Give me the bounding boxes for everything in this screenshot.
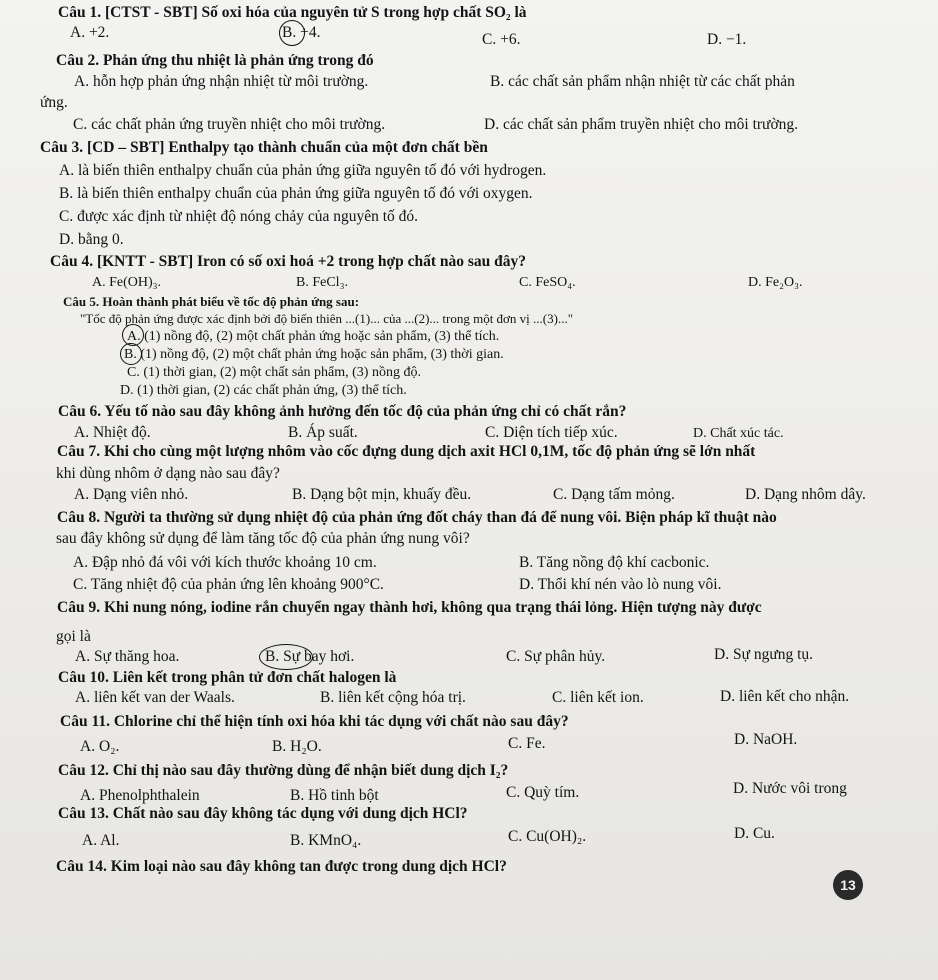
text-line: Câu 6. Yếu tố nào sau đây không ảnh hưởng đến tốc độ của phản ứng chỉ có chất rắn? xyxy=(58,403,627,420)
text-line: gọi là xyxy=(56,628,91,645)
text-line: C. Fe. xyxy=(508,735,546,752)
text-line: C. được xác định từ nhiệt độ nóng chảy của nguyên tố đó. xyxy=(59,208,419,225)
text-line: A. là biến thiên enthalpy chuẩn của phản ứng giữa nguyên tố đó với hydrogen. xyxy=(59,162,547,179)
text-line: Câu 14. Kim loại nào sau đây không tan được trong dung dịch HCl? xyxy=(56,858,507,875)
text-line: A. Sự thăng hoa. xyxy=(75,648,180,665)
text-line: D. Fe₂O₃. xyxy=(748,275,803,290)
text-line: B. KMnO₄. xyxy=(290,832,362,849)
text-line: B. Dạng bột mịn, khuấy đều. xyxy=(292,486,472,503)
text-line: C. +6. xyxy=(482,31,521,48)
text-line: A. Fe(OH)₃. xyxy=(92,275,162,290)
text-line: C. Diện tích tiếp xúc. xyxy=(485,424,618,441)
text-line: Câu 12. Chỉ thị nào sau đây thường dùng để nhận biết dung dịch I₂? xyxy=(58,762,509,779)
text-line: B. liên kết cộng hóa trị. xyxy=(320,689,466,706)
text-line: D. liên kết cho nhận. xyxy=(720,688,850,705)
text-line: Câu 8. Người ta thường sử dụng nhiệt độ của phản ứng đốt cháy than đá để nung vôi. Biện pháp kĩ thuật nào xyxy=(57,509,777,526)
text-line: A. liên kết van der Waals. xyxy=(75,689,235,706)
text-line: A. O₂. xyxy=(80,738,120,755)
answer-circle-mark xyxy=(120,343,142,365)
text-line: B. +4. xyxy=(282,24,321,41)
text-line: A. +2. xyxy=(70,24,110,41)
text-line: C. Dạng tấm mỏng. xyxy=(553,486,675,503)
text-line: B. là biến thiên enthalpy chuẩn của phản ứng giữa nguyên tố đó với oxygen. xyxy=(59,185,533,202)
text-line: Câu 10. Liên kết trong phân tử đơn chất halogen là xyxy=(58,669,397,686)
text-line: Câu 4. [KNTT - SBT] Iron có số oxi hoá +2 trong hợp chất nào sau đây? xyxy=(50,253,527,270)
text-line: B. các chất sản phẩm nhận nhiệt từ các chất phản xyxy=(490,73,795,90)
text-line: C. Sự phân hủy. xyxy=(506,648,606,665)
text-line: D. (1) thời gian, (2) các chất phản ứng, (3) thể tích. xyxy=(120,383,407,398)
answer-circle-mark xyxy=(279,20,305,46)
text-line: C. Quỳ tím. xyxy=(506,784,580,801)
text-line: A. Dạng viên nhỏ. xyxy=(74,486,189,503)
text-line: C. các chất phản ứng truyền nhiệt cho môi trường. xyxy=(73,116,386,133)
text-line: D. bằng 0. xyxy=(59,231,124,248)
text-line: C. Cu(OH)₂. xyxy=(508,828,587,845)
text-line: B. Tăng nồng độ khí cacbonic. xyxy=(519,554,710,571)
text-line: B. Áp suất. xyxy=(288,424,358,441)
text-line: D. NaOH. xyxy=(734,731,798,748)
text-line: Câu 5. Hoàn thành phát biểu về tốc độ phản ứng sau: xyxy=(63,294,360,309)
text-line: khi dùng nhôm ở dạng nào sau đây? xyxy=(56,465,280,482)
text-line: B. (1) nồng độ, (2) một chất phản ứng hoặc sản phẩm, (3) thời gian. xyxy=(124,347,504,362)
text-line: C. liên kết ion. xyxy=(552,689,644,706)
text-line: ứng. xyxy=(40,94,68,111)
text-line: B. Sự bay hơi. xyxy=(265,648,355,665)
text-line: D. Thổi khí nén vào lò nung vôi. xyxy=(519,576,722,593)
text-line: Câu 9. Khi nung nóng, iodine rắn chuyển ngay thành hơi, không qua trạng thái lỏng. Hiện tượng này được xyxy=(57,599,762,616)
text-line: C. Tăng nhiệt độ của phản ứng lên khoảng 900°C. xyxy=(73,576,384,593)
text-line: B. Hồ tinh bột xyxy=(290,787,379,804)
text-line: sau đây không sử dụng để làm tăng tốc độ của phản ứng nung vôi? xyxy=(56,530,470,547)
answer-circle-mark xyxy=(259,644,313,670)
text-line: A. Đập nhỏ đá vôi với kích thước khoảng 10 cm. xyxy=(73,554,377,571)
text-line: D. −1. xyxy=(707,31,747,48)
page-number: 13 xyxy=(833,870,863,900)
text-line: Câu 11. Chlorine chỉ thể hiện tính oxi hóa khi tác dụng với chất nào sau đây? xyxy=(60,713,569,730)
text-line: Câu 3. [CD – SBT] Enthalpy tạo thành chuẩn của một đơn chất bền xyxy=(40,139,488,156)
text-line: A. hỗn hợp phản ứng nhận nhiệt từ môi trường. xyxy=(74,73,369,90)
text-line: A. Phenolphthalein xyxy=(80,787,200,804)
text-line: Câu 13. Chất nào sau đây không tác dụng với dung dịch HCl? xyxy=(58,805,468,822)
text-line: A. Al. xyxy=(82,832,120,849)
text-line: D. Dạng nhôm dây. xyxy=(745,486,866,503)
text-line: Câu 1. [CTST - SBT] Số oxi hóa của nguyên tử S trong hợp chất SO₂ là xyxy=(58,4,527,21)
text-line: B. FeCl₃. xyxy=(296,275,348,290)
text-line: A. (1) nồng độ, (2) một chất phản ứng hoặc sản phẩm, (3) thể tích. xyxy=(127,329,500,344)
text-line: D. Chất xúc tác. xyxy=(693,426,784,441)
text-line: C. (1) thời gian, (2) một chất sản phẩm, (3) nồng độ. xyxy=(127,365,421,380)
text-line: Câu 7. Khi cho cùng một lượng nhôm vào cốc đựng dung dịch axit HCl 0,1M, tốc độ phản ứng sẽ lớn nhất xyxy=(57,443,756,460)
text-line: D. các chất sản phẩm truyền nhiệt cho môi trường. xyxy=(484,116,799,133)
text-line: B. H₂O. xyxy=(272,738,322,755)
text-line: C. FeSO₄. xyxy=(519,275,576,290)
text-line: "Tốc độ phản ứng được xác định bởi độ biến thiên ...(1)... của ...(2)... trong một đơn vị ...(3)..." xyxy=(80,311,574,326)
text-line: Câu 2. Phản ứng thu nhiệt là phản ứng trong đó xyxy=(56,52,374,69)
text-line: D. Nước vôi trong xyxy=(733,780,847,797)
text-line: D. Sự ngưng tụ. xyxy=(714,646,814,663)
text-line: A. Nhiệt độ. xyxy=(74,424,151,441)
text-line: D. Cu. xyxy=(734,825,775,842)
